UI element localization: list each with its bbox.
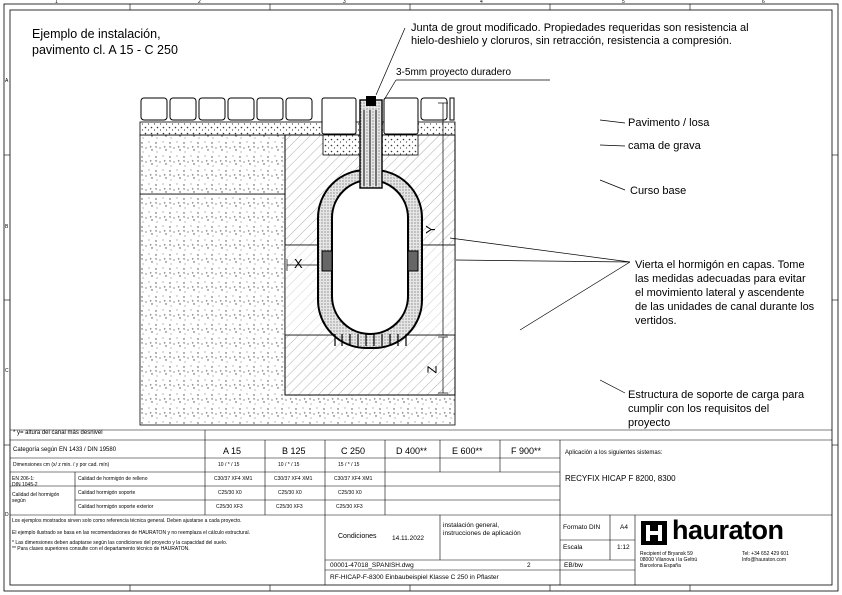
drawing-title bbox=[32, 26, 178, 58]
col-mark-2: 2 bbox=[198, 0, 201, 5]
conditions-label: Condiciones bbox=[338, 533, 377, 540]
dim-x-label: X bbox=[294, 256, 303, 271]
row1-b125: C30/37 XF4 XM1 bbox=[274, 476, 313, 482]
class-c250: C 250 bbox=[341, 446, 366, 456]
footnote: * y= altura del canal más desnivel bbox=[13, 430, 103, 436]
gravel-callout: cama de grava bbox=[628, 140, 701, 152]
dims-c250: 15 / * / 15 bbox=[338, 462, 360, 468]
row1-a15: C30/37 XF4 XM1 bbox=[214, 476, 253, 482]
col-mark-1: 1 bbox=[55, 0, 58, 5]
dim-y-label: Y bbox=[422, 225, 438, 234]
format-value: A4 bbox=[620, 524, 628, 531]
title-line-1: Ejemplo de instalación, bbox=[32, 27, 161, 41]
class-d400: D 400** bbox=[396, 446, 428, 456]
row3-a15: C25/30 XF3 bbox=[216, 504, 243, 510]
col-mark-6: 6 bbox=[762, 0, 765, 5]
base-callout: Curso base bbox=[630, 185, 687, 197]
description: instalación general, instrucciones de aplicación bbox=[443, 522, 521, 537]
pavement-callout: Pavimento / losa bbox=[628, 117, 710, 129]
dim-z-label: Z bbox=[424, 365, 440, 374]
col-mark-4: 4 bbox=[480, 0, 483, 5]
contact-block: Tel: +34 652 429 601 Info@hauraton.com bbox=[742, 551, 789, 563]
dims-a15: 10 / * / 15 bbox=[218, 462, 240, 468]
drawing-name: RF-HICAP-F-8300 Einbaubeispiel Klasse C 250 in Pflaster bbox=[330, 574, 499, 581]
row-mark-c: C bbox=[5, 368, 9, 374]
din-label: EN 206-1: DIN 1045-2 bbox=[12, 476, 38, 488]
sheet-number: 2 bbox=[527, 562, 531, 569]
scale-label: Escala bbox=[563, 544, 583, 551]
row-mark-d: D bbox=[5, 512, 9, 518]
row2-c250: C25/30 X0 bbox=[338, 490, 362, 496]
row2-b125: C25/30 X0 bbox=[278, 490, 302, 496]
row2-a15: C25/30 X0 bbox=[218, 490, 242, 496]
joint-callout: 3-5mm proyecto duradero bbox=[396, 67, 512, 78]
class-e600: E 600** bbox=[452, 446, 483, 456]
address-block: Recipient of Bryansk 59 08000 Vilanova i la Geltrú Barcelona España bbox=[640, 551, 698, 569]
drawn-by: EB/bw bbox=[564, 562, 583, 569]
class-a15: A 15 bbox=[223, 446, 242, 456]
application-system: RECYFIX HICAP F 8200, 8300 bbox=[565, 474, 676, 483]
title-line-2: pavimento cl. A 15 - C 250 bbox=[32, 43, 178, 57]
class-b125: B 125 bbox=[282, 446, 306, 456]
notes-block: Los ejemplos mostrados sirven solo como referencia técnica general. Deben ajustarse a cada proyecto. El ejemplo ilustrado se basa en las recomendaciones de HAURATON y no reemplaza el cálculo estructural. * Las dimensiones deben adaptarse según las condiciones del proyecto y la capacidad del suelo. ** Para clases superiores consulte con el departamento técnico de HAURATON. bbox=[12, 518, 250, 552]
hauraton-logo-icon bbox=[641, 521, 667, 545]
row-mark-b: B bbox=[5, 224, 9, 230]
row3-b125: C25/30 XF3 bbox=[276, 504, 303, 510]
brand-logo: hauraton bbox=[672, 515, 784, 545]
row2-label: Calidad hormigón soporte bbox=[78, 490, 136, 496]
format-label: Formato DIN bbox=[563, 524, 601, 531]
application-label: Aplicación a los siguientes sistemas: bbox=[565, 450, 663, 456]
row1-label: Calidad de hormigón de relleno bbox=[78, 476, 148, 482]
col-mark-3: 3 bbox=[343, 0, 346, 5]
dims-label: Dimensiones cm (x/ z min. / y por cad. mín) bbox=[13, 462, 110, 468]
channel-interior bbox=[332, 180, 408, 334]
scale-value: 1:12 bbox=[617, 544, 630, 551]
grout-callout: Junta de grout modificado. Propiedades requeridas son resistencia al hielo-deshielo y cloruros, sin retracción, resistencia a compresión. bbox=[411, 22, 749, 47]
concrete-callout: Vierta el hormigón en capas. Tome las medidas adecuadas para evitar el movimiento lateral y ascendente de las unidades de canal durante los vertidos. bbox=[635, 259, 815, 327]
side-label: Calidad del hormigón según bbox=[12, 492, 60, 504]
file-name: 00001-47018_SPANISH.dwg bbox=[330, 562, 414, 569]
dims-b125: 10 / * / 15 bbox=[278, 462, 300, 468]
row3-c250: C25/30 XF3 bbox=[336, 504, 363, 510]
date: 14.11.2022 bbox=[392, 535, 425, 542]
class-f900: F 900** bbox=[511, 446, 542, 456]
row3-label: Calidad hormigón soporte exterior bbox=[78, 504, 154, 510]
slot-opening bbox=[366, 96, 376, 106]
row-mark-a: A bbox=[5, 78, 9, 84]
col-mark-5: 5 bbox=[622, 0, 625, 5]
category-label: Categoría según EN 1433 / DIN 19580 bbox=[13, 447, 117, 453]
slot-grating bbox=[360, 100, 382, 188]
support-callout: Estructura de soporte de carga para cumplir con los requisitos del proyecto bbox=[628, 389, 805, 429]
row1-c250: C30/37 XF4 XM1 bbox=[334, 476, 373, 482]
